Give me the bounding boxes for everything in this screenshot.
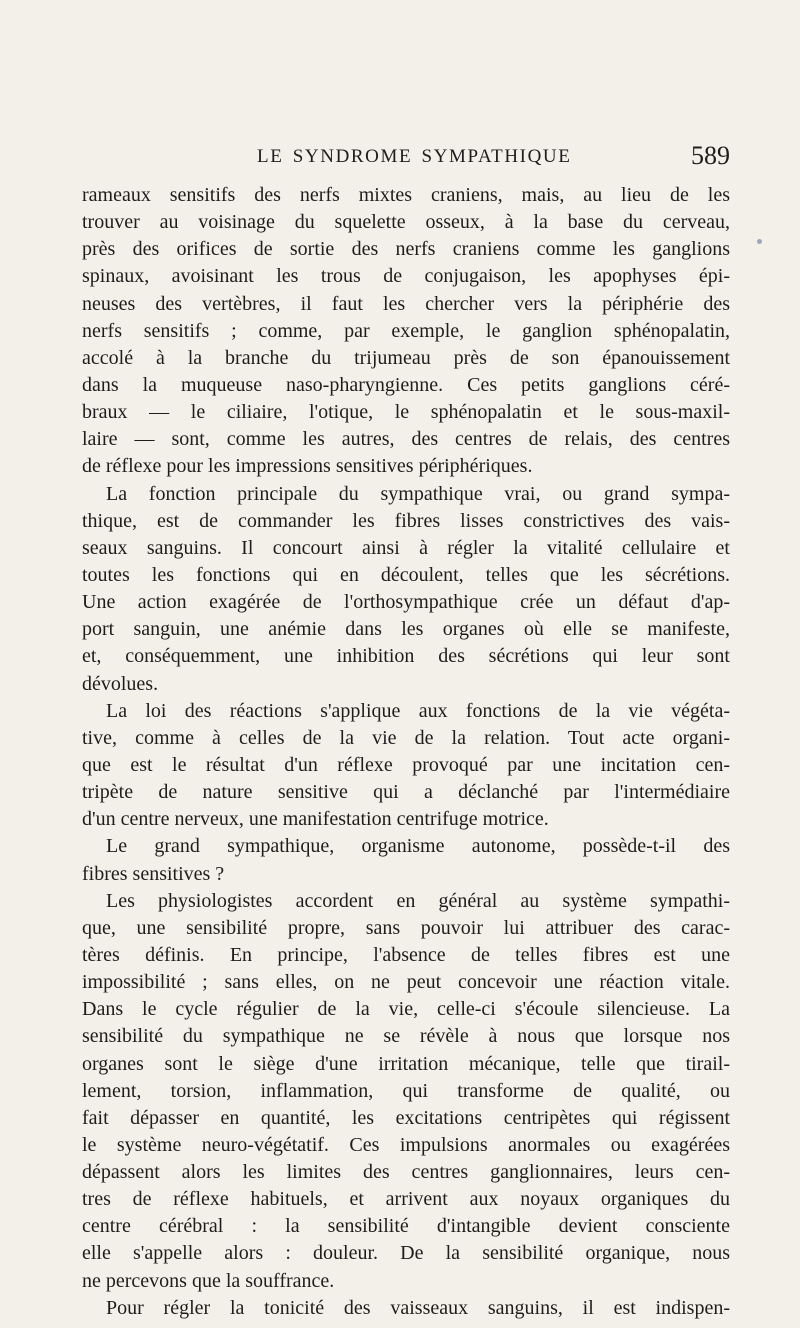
text-line: Une action exagérée de l'orthosympathique crée un défaut d'ap- [82,591,730,614]
text-line: fibres sensitives ? [82,862,225,885]
text-line: organes sont le siège d'une irritation mécanique, telle que tirail- [82,1052,730,1075]
text-line: fait dépasser en quantité, les excitations centripètes qui régissent [82,1106,730,1129]
text-line: nerfs sensitifs ; comme, par exemple, le ganglion sphénopalatin, [82,319,730,342]
text-line: près des orifices de sortie des nerfs craniens comme les ganglions [82,238,730,261]
page-number: 589 [691,141,730,170]
paragraph-start-line: La loi des réactions s'applique aux fonctions de la vie végéta- [106,699,730,722]
paragraph-start-line: La fonction principale du sympathique vrai, ou grand sympa- [106,482,730,505]
text-line: toutes les fonctions qui en découlent, telles que les sécrétions. [82,563,730,586]
text-line: seaux sanguins. Il concourt ainsi à régler la vitalité cellulaire et [82,536,730,559]
paragraph-start-line: Pour régler la tonicité des vaisseaux sanguins, il est indispen- [106,1296,730,1319]
paragraph-start-line: Les physiologistes accordent en général au système sympathi- [106,889,730,912]
text-line: dépassent alors les limites des centres ganglionnaires, leurs cen- [82,1161,730,1184]
text-line: thique, est de commander les fibres lisses constrictives des vais- [82,509,730,532]
text-line: d'un centre nerveux, une manifestation centrifuge motrice. [82,808,549,831]
text-line: que, une sensibilité propre, sans pouvoir lui attribuer des carac- [82,916,730,939]
text-line: dans la muqueuse naso-pharyngienne. Ces petits ganglions céré- [82,373,730,396]
text-line: ne percevons que la souffrance. [82,1269,335,1292]
text-line: braux — le ciliaire, l'otique, le sphénopalatin et le sous-maxil- [82,401,730,424]
body-text [82,182,730,1322]
text-line: trouver au voisinage du squelette osseux, à la base du cerveau, [82,211,730,234]
text-line: dévolues. [82,672,159,695]
text-line: que est le résultat d'un réflexe provoqué par une incitation cen- [82,753,730,776]
text-line: neuses des vertèbres, il faut les chercher vers la périphérie des [82,292,730,315]
text-line: tripète de nature sensitive qui a déclanché par l'intermédiaire [82,781,730,804]
text-line: rameaux sensitifs des nerfs mixtes craniens, mais, au lieu de les [82,184,730,206]
text-line: tive, comme à celles de la vie de la relation. Tout acte organi- [82,726,730,749]
text-line: tres de réflexe habituels, et arrivent aux noyaux organiques du [82,1188,730,1211]
paragraph-start-line: Le grand sympathique, organisme autonome, possède-t-il des [106,835,730,858]
text-line: centre cérébral : la sensibilité d'intangible devient consciente [82,1215,730,1238]
text-line: laire — sont, comme les autres, des centres de relais, des centres [82,428,730,451]
text-line: de réflexe pour les impressions sensitives périphériques. [82,455,533,478]
text-line: port sanguin, une anémie dans les organes où elle se manifeste, [82,618,730,641]
text-line: et, conséquemment, une inhibition des sécrétions qui leur sont [82,645,730,668]
text-line: Dans le cycle régulier de la vie, celle-ci s'écoule silencieuse. La [82,998,730,1021]
page-header [82,141,730,178]
text-line: elle s'appelle alors : douleur. De la sensibilité organique, nous [82,1242,730,1265]
running-title: LE SYNDROME SYMPATHIQUE [257,146,572,167]
text-line: spinaux, avoisinant les trous de conjugaison, les apophyses épi- [82,265,730,288]
text-line: le système neuro-végétatif. Ces impulsions anormales ou exagérées [82,1133,730,1156]
text-line: accolé à la branche du trijumeau près de son épanouissement [82,346,730,369]
paper-speck [757,239,762,244]
text-line: sensibilité du sympathique ne se révèle à nous que lorsque nos [82,1025,730,1048]
text-line: lement, torsion, inflammation, qui transforme de qualité, ou [82,1079,730,1102]
text-line: tères définis. En principe, l'absence de telles fibres est une [82,943,730,966]
text-line: impossibilité ; sans elles, on ne peut concevoir une réaction vitale. [82,971,730,994]
